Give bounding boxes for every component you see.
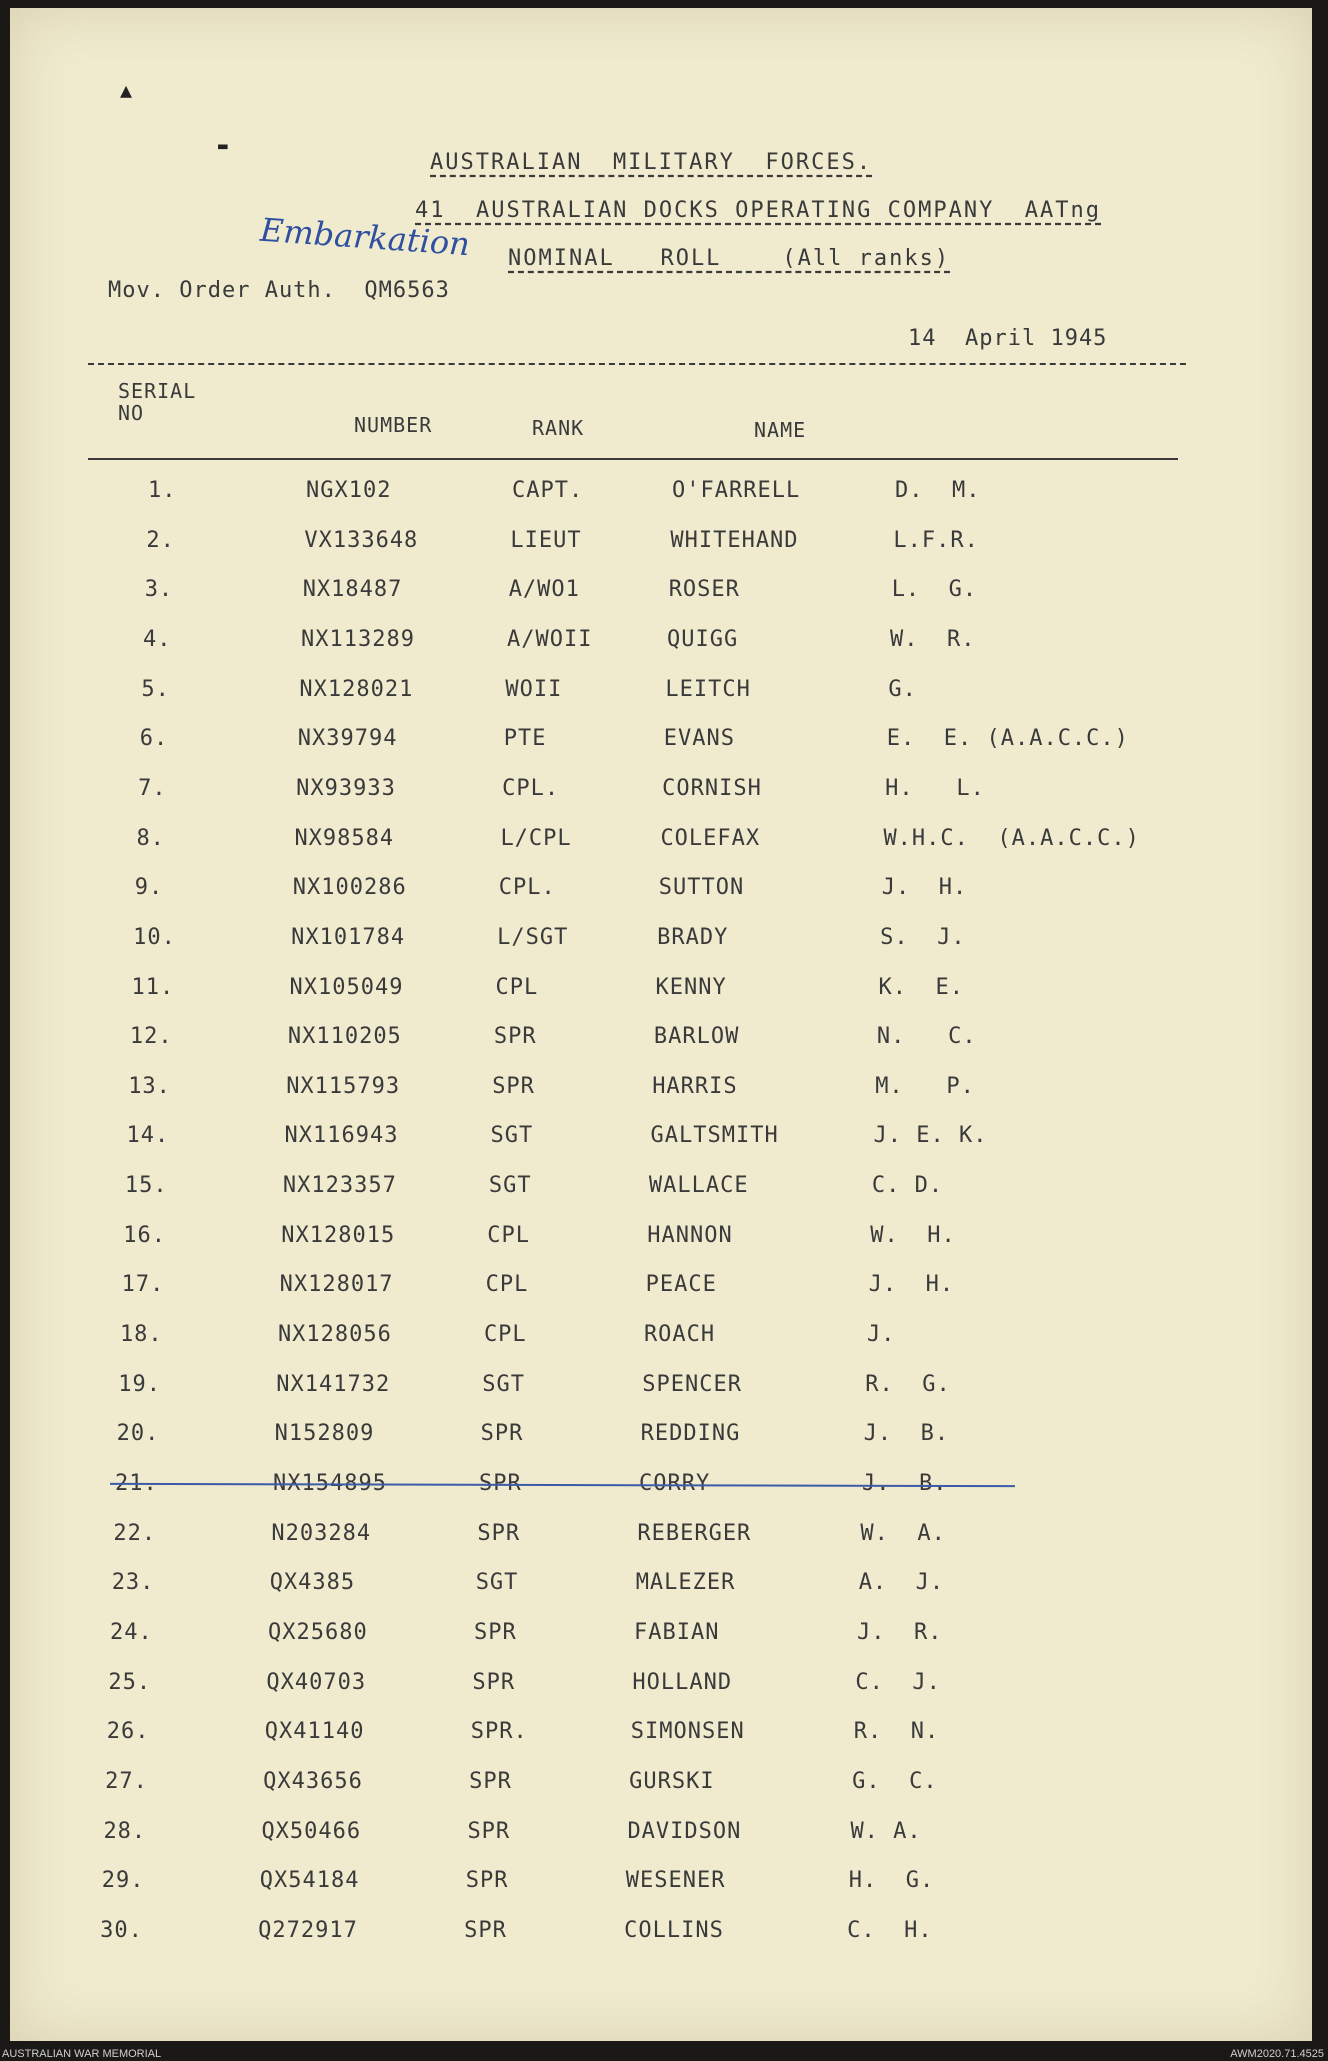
- footer-left: AUSTRALIAN WAR MEMORIAL: [2, 2048, 162, 2060]
- row-name: SPENCER: [642, 1371, 743, 1397]
- table-row: [10, 826, 1312, 862]
- row-serial: 11.: [131, 974, 175, 1000]
- row-number: QX41140: [264, 1719, 365, 1745]
- row-number: NX18487: [302, 577, 403, 603]
- row-name: WALLACE: [648, 1173, 749, 1199]
- row-rank: SPR: [492, 1073, 535, 1099]
- row-serial: 5.: [141, 676, 170, 702]
- row-number: NX128015: [281, 1222, 396, 1248]
- row-rank: SPR: [479, 1471, 522, 1496]
- row-rank: SPR: [474, 1619, 517, 1645]
- row-initials: M. P.: [875, 1073, 975, 1099]
- row-rank: SPR: [465, 1868, 509, 1894]
- row-initials: J. H.: [868, 1272, 955, 1298]
- row-number: NX98584: [294, 825, 395, 851]
- row-serial: 10.: [133, 924, 176, 950]
- footer-right: AWM2020.71.4525: [1230, 2048, 1324, 2060]
- row-name: HANNON: [647, 1222, 733, 1248]
- table-row: [10, 1173, 1312, 1209]
- row-serial: 3.: [144, 577, 174, 603]
- row-initials: R. G.: [865, 1371, 951, 1397]
- row-initials: H. G.: [848, 1868, 935, 1894]
- row-name: SUTTON: [658, 875, 745, 901]
- row-name: CORRY: [639, 1471, 711, 1496]
- table-row: [10, 1620, 1312, 1656]
- row-initials: G. C.: [852, 1768, 938, 1794]
- row-initials: L.F.R.: [893, 527, 979, 553]
- row-name: EVANS: [663, 726, 735, 752]
- punch-mark: ▲: [120, 78, 133, 102]
- row-rank: CPL.: [498, 875, 556, 901]
- movement-order: Mov. Order Auth. QM6563: [108, 278, 450, 303]
- table-row: [10, 1819, 1312, 1855]
- row-number: NX105049: [289, 974, 404, 1000]
- document-date: 14 April 1945: [908, 326, 1108, 351]
- row-number: QX25680: [268, 1619, 368, 1645]
- row-initials: J. B.: [863, 1421, 950, 1447]
- table-row: [10, 1521, 1312, 1557]
- row-name: LEITCH: [665, 676, 751, 702]
- table-row: [10, 1074, 1312, 1110]
- table-row: [10, 1272, 1312, 1308]
- row-serial: 23.: [111, 1570, 155, 1596]
- row-rank: CAPT.: [512, 478, 584, 503]
- row-serial: 9.: [134, 875, 164, 901]
- row-number: QX50466: [261, 1818, 362, 1844]
- row-number: NX116943: [284, 1123, 399, 1149]
- table-row: [10, 1322, 1312, 1358]
- row-number: NX39794: [297, 726, 398, 752]
- row-rank: SGT: [488, 1173, 532, 1199]
- col-serial-header: SERIAL NO: [118, 379, 197, 425]
- row-rank: CPL: [495, 974, 539, 1000]
- top-rule: [88, 363, 1186, 365]
- table-row: [10, 677, 1312, 713]
- row-rank: SPR: [464, 1917, 507, 1943]
- row-initials: W. H.: [870, 1222, 956, 1248]
- header-rule: [88, 458, 1178, 460]
- row-name: ROSER: [668, 577, 740, 603]
- table-row: [10, 1024, 1312, 1060]
- row-initials: A. J.: [858, 1570, 945, 1596]
- row-initials: C. J.: [855, 1669, 941, 1695]
- row-rank: LIEUT: [510, 527, 582, 553]
- row-number: NX128021: [299, 676, 414, 702]
- row-name: GALTSMITH: [650, 1123, 779, 1149]
- row-initials: C. D.: [871, 1173, 944, 1199]
- row-rank: A/WOII: [507, 626, 593, 652]
- row-rank: SGT: [475, 1570, 519, 1596]
- row-initials: J. R.: [857, 1619, 943, 1645]
- row-name: REBERGER: [637, 1520, 752, 1546]
- row-serial: 8.: [136, 825, 165, 851]
- row-number: NX128017: [279, 1272, 394, 1298]
- row-initials: H. L.: [885, 775, 985, 801]
- table-row: [10, 726, 1312, 762]
- row-serial: 27.: [105, 1768, 148, 1794]
- row-rank: SGT: [482, 1371, 526, 1397]
- row-number: NX113289: [301, 626, 416, 652]
- row-rank: CPL.: [502, 775, 560, 801]
- row-serial: 6.: [139, 726, 169, 752]
- row-name: ROACH: [643, 1322, 716, 1348]
- row-number: N203284: [271, 1520, 372, 1546]
- row-number: NX101784: [291, 924, 406, 950]
- row-name: CORNISH: [662, 775, 762, 801]
- row-rank: CPL: [483, 1322, 527, 1348]
- row-number: VX133648: [304, 527, 419, 553]
- table-row: [10, 1719, 1312, 1755]
- punch-mark-small: ▬: [218, 136, 228, 155]
- row-serial: 16.: [123, 1222, 166, 1248]
- row-initials: C. H.: [847, 1917, 933, 1943]
- row-initials: E. E. (A.A.C.C.): [886, 726, 1129, 752]
- col-name-header: NAME: [754, 418, 807, 442]
- row-number: NX123357: [282, 1173, 397, 1199]
- row-rank: L/CPL: [500, 825, 572, 851]
- row-number: QX43656: [263, 1768, 363, 1794]
- table-row: [10, 1918, 1312, 1954]
- handwritten-annotation: Embarkation: [258, 210, 472, 264]
- table-row: [10, 1769, 1312, 1805]
- table-row: [10, 875, 1312, 911]
- row-rank: CPL: [487, 1222, 530, 1248]
- row-rank: L/SGT: [497, 924, 569, 950]
- row-initials: J. H.: [881, 875, 968, 901]
- row-serial: 22.: [113, 1520, 157, 1546]
- row-initials: L. G.: [891, 577, 978, 603]
- row-name: COLLINS: [624, 1917, 724, 1943]
- row-serial: 24.: [110, 1619, 153, 1645]
- row-serial: 15.: [124, 1173, 168, 1199]
- row-number: NX141732: [276, 1371, 391, 1397]
- table-row: [10, 1868, 1312, 1904]
- table-row: [10, 1372, 1312, 1408]
- row-initials: J. B.: [862, 1471, 948, 1496]
- row-number: Q272917: [258, 1917, 358, 1943]
- row-name: REDDING: [640, 1421, 741, 1447]
- row-number: QX40703: [266, 1669, 367, 1695]
- row-serial: 2.: [146, 527, 175, 553]
- table-row: [10, 577, 1312, 613]
- row-initials: R. N.: [853, 1719, 940, 1745]
- table-row: [10, 478, 1312, 514]
- row-serial: 14.: [126, 1123, 170, 1149]
- row-initials: D. M.: [895, 478, 981, 503]
- table-row: [10, 776, 1312, 812]
- row-name: SIMONSEN: [630, 1719, 745, 1745]
- row-number: N152809: [274, 1421, 375, 1447]
- row-serial: 25.: [108, 1669, 152, 1695]
- row-rank: SPR: [477, 1520, 521, 1546]
- header-roll: NOMINAL ROLL (All ranks): [508, 246, 951, 271]
- col-rank-header: RANK: [532, 416, 585, 440]
- col-number-header: NUMBER: [354, 413, 433, 437]
- table-row: [10, 1223, 1312, 1259]
- row-serial: 29.: [101, 1868, 145, 1894]
- row-initials: W. A.: [860, 1520, 946, 1546]
- row-number: NX93933: [296, 775, 396, 801]
- row-initials: G.: [888, 676, 917, 702]
- row-serial: 13.: [128, 1073, 171, 1099]
- row-name: HARRIS: [652, 1073, 738, 1099]
- row-number: NGX102: [306, 478, 392, 503]
- table-row: [10, 925, 1312, 961]
- row-rank: PTE: [503, 726, 547, 752]
- header-title: AUSTRALIAN MILITARY FORCES.: [430, 150, 873, 175]
- row-rank: WOII: [505, 676, 563, 702]
- row-name: O'FARRELL: [672, 478, 801, 503]
- row-initials: J. E. K.: [873, 1123, 988, 1149]
- row-rank: SPR: [472, 1669, 516, 1695]
- table-row: [10, 627, 1312, 663]
- row-name: WHITEHAND: [670, 527, 799, 553]
- header-unit: 41 AUSTRALIAN DOCKS OPERATING COMPANY AATng: [415, 198, 1102, 223]
- row-initials: W. A.: [850, 1818, 922, 1844]
- table-row: [10, 1123, 1312, 1159]
- row-name: BARLOW: [653, 1024, 740, 1050]
- table-row: [10, 1670, 1312, 1706]
- row-name: HOLLAND: [632, 1669, 733, 1695]
- row-name: FABIAN: [634, 1619, 720, 1645]
- row-serial: 4.: [143, 626, 172, 652]
- row-number: NX100286: [292, 875, 407, 901]
- row-number: NX110205: [287, 1024, 402, 1050]
- row-initials: S. J.: [880, 924, 966, 950]
- table-row: [10, 1471, 1312, 1507]
- row-number: QX4385: [269, 1570, 356, 1596]
- row-name: GURSKI: [629, 1768, 715, 1794]
- row-initials: K. E.: [878, 974, 964, 1000]
- row-rank: SPR: [480, 1421, 524, 1447]
- table-row: [10, 1421, 1312, 1457]
- row-serial: 21.: [115, 1471, 158, 1496]
- row-serial: 18.: [119, 1322, 163, 1348]
- row-name: COLEFAX: [660, 825, 761, 851]
- row-serial: 26.: [106, 1719, 150, 1745]
- row-rank: CPL: [485, 1272, 529, 1298]
- row-serial: 28.: [103, 1818, 147, 1844]
- row-initials: J.: [866, 1322, 896, 1348]
- table-row: [10, 975, 1312, 1011]
- row-number: QX54184: [259, 1868, 360, 1894]
- row-serial: 30.: [100, 1917, 143, 1943]
- document-page: [10, 8, 1312, 2041]
- row-serial: 19.: [118, 1371, 162, 1397]
- table-row: [10, 528, 1312, 564]
- row-rank: SGT: [490, 1123, 534, 1149]
- row-number: NX154895: [273, 1471, 387, 1496]
- row-serial: 17.: [121, 1272, 165, 1298]
- row-serial: 12.: [129, 1024, 173, 1050]
- row-name: MALEZER: [635, 1570, 736, 1596]
- row-initials: N. C.: [876, 1024, 977, 1050]
- row-name: KENNY: [655, 974, 727, 1000]
- row-rank: SPR.: [470, 1719, 528, 1745]
- row-serial: 1.: [148, 478, 177, 503]
- row-rank: A/WO1: [508, 577, 580, 603]
- row-rank: SPR: [467, 1818, 511, 1844]
- row-name: DAVIDSON: [627, 1818, 742, 1844]
- row-number: NX115793: [286, 1073, 401, 1099]
- row-initials: W. R.: [890, 626, 976, 652]
- row-serial: 7.: [138, 775, 167, 801]
- row-serial: 20.: [116, 1421, 160, 1447]
- row-initials: W.H.C. (A.A.C.C.): [883, 825, 1140, 851]
- row-name: BRADY: [657, 924, 729, 950]
- table-row: [10, 1570, 1312, 1606]
- row-number: NX128056: [277, 1322, 392, 1348]
- row-name: PEACE: [645, 1272, 717, 1298]
- row-name: QUIGG: [667, 626, 739, 652]
- row-name: WESENER: [625, 1868, 726, 1894]
- row-rank: SPR: [493, 1024, 537, 1050]
- row-rank: SPR: [469, 1768, 512, 1794]
